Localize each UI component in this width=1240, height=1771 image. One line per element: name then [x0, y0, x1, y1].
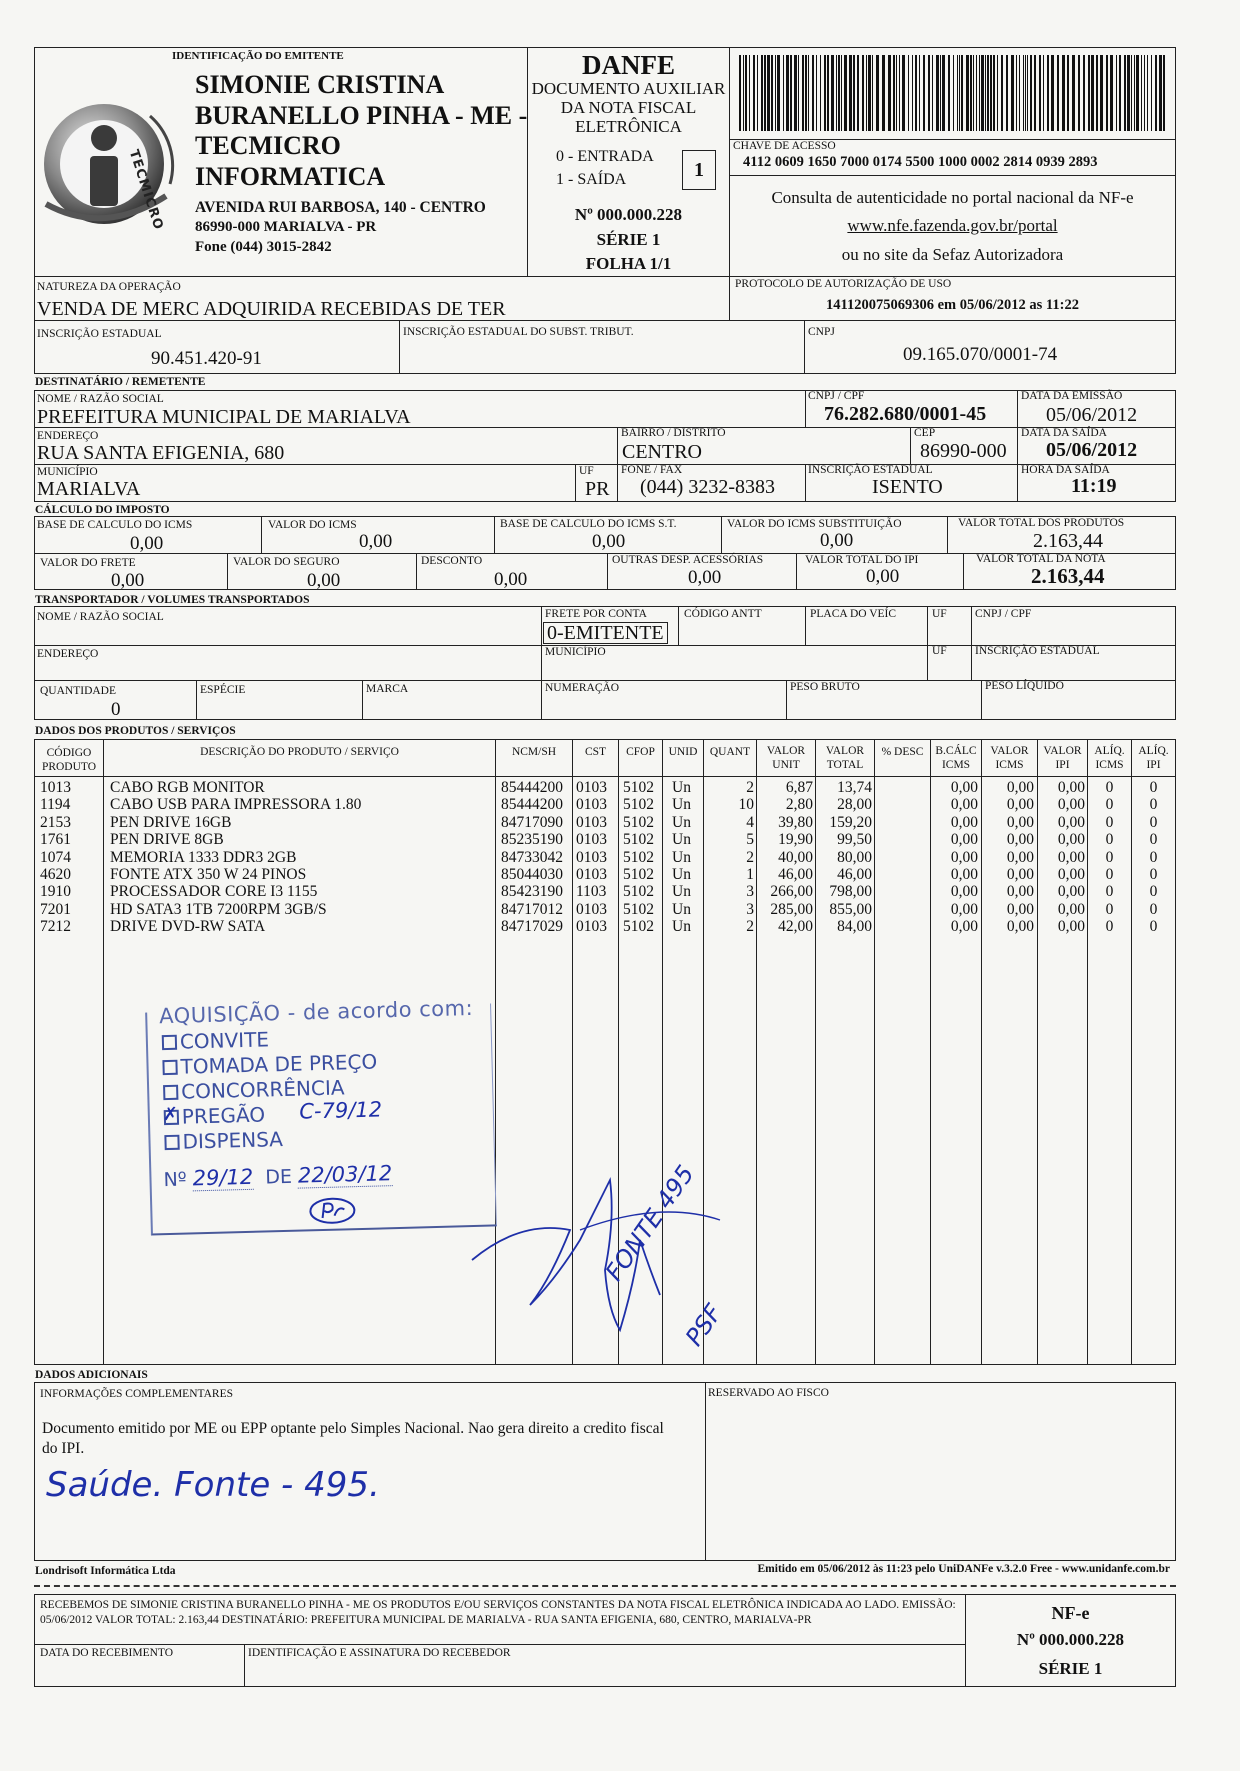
th-bcalc: B.CÁLC ICMS [935, 745, 977, 771]
dest-hora: 11:19 [1071, 475, 1117, 497]
ie-value: 90.451.420-91 [151, 348, 262, 369]
cell-cfop: 5102 [623, 831, 654, 849]
dest-cnpj-label: CNPJ / CPF [808, 390, 865, 402]
transp-placa-label: PLACA DO VEÍC [810, 608, 897, 620]
transp-antt-label: CÓDIGO ANTT [684, 608, 762, 620]
dest-uf: PR [585, 478, 610, 500]
table-row [36, 849, 1176, 866]
stamp-numero-line: Nº 29/12 DE 22/03/12 [163, 1161, 393, 1192]
ie-st-label: INSCRIÇÃO ESTADUAL DO SUBST. TRIBUT. [403, 326, 634, 338]
th-aicms: ALÍQ. ICMS [1094, 745, 1125, 771]
emitente-address: AVENIDA RUI BARBOSA, 140 - CENTRO [195, 199, 486, 216]
base-icms-label: BASE DE CALCULO DO ICMS [37, 519, 193, 531]
cell-aicms: 0 [1105, 831, 1114, 849]
transp-qtd-label: QUANTIDADE [40, 685, 117, 697]
transp-nome-label: NOME / RAZÃO SOCIAL [37, 611, 164, 623]
transp-frete: 0-EMITENTE [543, 622, 668, 644]
th-unid: UNID [668, 746, 698, 758]
cell-aipi: 0 [1149, 813, 1158, 831]
th-vipi: VALOR IPI [1043, 745, 1082, 771]
th-quant: QUANT [709, 746, 751, 758]
cnpj-label: CNPJ [808, 326, 835, 338]
stamp-option-pregao: ✗ PREGÃO C-79/12 [162, 1097, 383, 1129]
cell-vtotal: 84,00 [837, 918, 872, 936]
cell-ncm: 85044030 [501, 866, 563, 883]
cell-vicms: 0,00 [1006, 779, 1034, 796]
transp-peso-liquido-label: PESO LÍQUIDO [985, 680, 1064, 692]
cell-bcalc: 0,00 [950, 918, 978, 936]
cell-cfop: 5102 [623, 848, 654, 866]
transp-numeracao-label: NUMERAÇÃO [545, 682, 620, 694]
seguro: 0,00 [307, 570, 341, 591]
signature-note-1: FONTE 495 [600, 1160, 700, 1287]
cell-vtotal: 80,00 [837, 848, 872, 866]
outras-label: OUTRAS DESP. ACESSÓRIAS [612, 554, 764, 566]
cell-vicms: 0,00 [1006, 848, 1034, 866]
cell-aicms: 0 [1105, 883, 1114, 901]
cell-vunit: 39,80 [778, 813, 813, 831]
checkbox-icon [162, 1035, 177, 1050]
cell-vunit: 46,00 [778, 866, 813, 883]
cell-vipi: 0,00 [1057, 918, 1085, 936]
dest-cep: 86990-000 [920, 440, 1007, 462]
emitente-name-line-1: SIMONIE CRISTINA [195, 70, 445, 99]
dest-hora-label: HORA DA SAÍDA [1021, 464, 1110, 476]
cell-aicms: 0 [1105, 779, 1114, 796]
cell-bcalc: 0,00 [950, 900, 978, 918]
cnpj-value: 09.165.070/0001-74 [903, 344, 1058, 365]
transp-peso-bruto-label: PESO BRUTO [790, 681, 860, 693]
fisco-label: RESERVADO AO FISCO [708, 1387, 829, 1399]
transp-frete-label: FRETE POR CONTA [545, 608, 647, 620]
stamp-option-convite: CONVITE [162, 1027, 270, 1054]
cell-bcalc: 0,00 [950, 883, 978, 901]
cell-ncm: 84733042 [501, 848, 563, 866]
th-desc: % DESC [881, 746, 924, 758]
cell-descricao: PROCESSADOR CORE I3 1155 [110, 883, 318, 901]
dest-saida-label: DATA DA SAÍDA [1021, 427, 1107, 439]
danfe-subtitle-2: DA NOTA FISCAL [560, 98, 697, 117]
ie-label: INSCRIÇÃO ESTADUAL [37, 328, 162, 340]
cell-vipi: 0,00 [1057, 813, 1085, 831]
dest-cnpj: 76.282.680/0001-45 [824, 403, 987, 425]
dest-emissao: 05/06/2012 [1046, 404, 1138, 426]
frete-label: VALOR DO FRETE [40, 557, 136, 569]
cell-aipi: 0 [1149, 918, 1158, 936]
emitente-name [195, 70, 527, 192]
emitente-name-line-3: TECMICRO [195, 131, 341, 160]
canhoto-text: RECEBEMOS DE SIMONIE CRISTINA BURANELLO PINHA - ME OS PRODUTOS E/OU SERVIÇOS CONSTANTES DA NOTA FISCAL ELETRÔNICA INDICADA AO LADO. EMISSÃO: 05/06/2012 VALOR TOTAL: 2.163,44 DESTINATÁRIO: PREFEITURA MUNICIPAL DE MARIALVA - RUA SANTA EFIGENIA, 680, CENTRO, MARIALVA-PR [40, 1599, 956, 1626]
cell-descricao: DRIVE DVD-RW SATA [110, 918, 266, 936]
stamp-rubric-icon [304, 1195, 361, 1226]
cell-cfop: 5102 [623, 918, 654, 936]
stamp-option-concorrencia: CONCORRÊNCIA [163, 1075, 345, 1104]
cell-aicms: 0 [1105, 918, 1114, 936]
emitente-name-line-2: BURANELLO PINHA - ME - [195, 100, 528, 130]
cell-quant: 1 [746, 866, 754, 883]
footer-left: Londrisoft Informática Ltda [35, 1565, 176, 1577]
cell-bcalc: 0,00 [950, 796, 978, 814]
cell-ncm: 84717029 [501, 918, 563, 936]
cell-vunit: 266,00 [770, 883, 813, 901]
dest-fone-label: FONE / FAX [621, 464, 683, 476]
cell-bcalc: 0,00 [950, 831, 978, 849]
cell-vicms: 0,00 [1006, 866, 1034, 883]
cell-cst: 0103 [576, 813, 607, 831]
cell-ncm: 85235190 [501, 831, 563, 849]
cell-unid: Un [672, 918, 691, 936]
th-aipi: ALÍQ. IPI [1138, 745, 1169, 771]
cell-vicms: 0,00 [1006, 813, 1034, 831]
cell-codigo: 2153 [40, 813, 71, 831]
cell-aipi: 0 [1149, 848, 1158, 866]
cell-aicms: 0 [1105, 900, 1114, 918]
cell-quant: 2 [746, 779, 754, 796]
total-prod: 2.163,44 [1033, 530, 1103, 552]
consulta-line-1: Consulta de autenticidade no portal nacional da NF-e [771, 188, 1134, 207]
cell-ncm: 84717012 [501, 900, 563, 918]
protocolo-value: 141120075069306 em 05/06/2012 as 11:22 [826, 297, 1079, 313]
table-row [36, 779, 1176, 796]
cell-codigo: 1194 [40, 796, 71, 814]
danfe-subtitle [529, 79, 728, 136]
transp-uf2-label: UF [932, 645, 947, 657]
transp-qtd: 0 [111, 699, 121, 720]
th-vicms: VALOR ICMS [990, 745, 1029, 771]
dest-ie: ISENTO [872, 476, 943, 498]
handwritten-obs: Saúde. Fonte - 495. [46, 1465, 380, 1505]
cell-aipi: 0 [1149, 866, 1158, 883]
cell-vunit: 6,87 [785, 779, 813, 796]
emitente-name-line-4: INFORMATICA [195, 161, 386, 191]
cell-ncm: 84717090 [501, 813, 563, 831]
cell-vipi: 0,00 [1057, 796, 1085, 814]
cell-aicms: 0 [1105, 796, 1114, 814]
cell-unid: Un [672, 831, 691, 849]
th-codigo: CÓDIGO PRODUTO [41, 747, 97, 773]
cell-descricao: PEN DRIVE 16GB [110, 813, 232, 831]
valor-icms-label: VALOR DO ICMS [268, 519, 357, 531]
stamp-title: AQUISIÇÃO - de acordo com: [158, 995, 474, 1029]
cell-unid: Un [672, 866, 691, 883]
cell-vipi: 0,00 [1057, 883, 1085, 901]
destinatario-section-label: DESTINATÁRIO / REMETENTE [35, 376, 206, 388]
frete: 0,00 [111, 570, 145, 591]
cell-vtotal: 99,50 [837, 831, 872, 849]
cell-cfop: 5102 [623, 779, 654, 796]
cell-vicms: 0,00 [1006, 900, 1034, 918]
cell-vipi: 0,00 [1057, 866, 1085, 883]
cell-vicms: 0,00 [1006, 796, 1034, 814]
valor-icms: 0,00 [359, 531, 393, 552]
danfe-entrada: 0 - ENTRADA [556, 148, 654, 165]
ipi-label: VALOR TOTAL DO IPI [805, 554, 919, 566]
transp-especie-label: ESPÉCIE [200, 684, 246, 696]
acquisition-stamp [145, 995, 497, 1236]
cell-cfop: 5102 [623, 883, 654, 901]
chave-value: 4112 0609 1650 7000 0174 5500 1000 0002 2814 0939 2893 [743, 154, 1098, 170]
canhoto-assinatura-label: IDENTIFICAÇÃO E ASSINATURA DO RECEBEDOR [248, 1647, 511, 1659]
signature-note-2: PSF [680, 1299, 728, 1352]
stamp-data: 22/03/12 [297, 1161, 393, 1188]
consulta-url[interactable]: www.nfe.fazenda.gov.br/portal [847, 216, 1058, 235]
checkbox-icon [162, 1060, 177, 1075]
canhoto-serie: SÉRIE 1 [1038, 1659, 1103, 1678]
cell-codigo: 4620 [40, 866, 71, 883]
info-text: Documento emitido por ME ou EPP optante pelo Simples Nacional. Nao gera direito a credito fiscal do IPI. [42, 1420, 664, 1457]
cell-quant: 2 [746, 848, 754, 866]
base-st-label: BASE DE CALCULO DO ICMS S.T. [500, 518, 677, 530]
cell-descricao: MEMORIA 1333 DDR3 2GB [110, 848, 297, 866]
cell-cfop: 5102 [623, 796, 654, 814]
cell-aipi: 0 [1149, 900, 1158, 918]
cell-aipi: 0 [1149, 831, 1158, 849]
danfe-tipo-box: 1 [682, 150, 716, 190]
emitente-city: 86990-000 MARIALVA - PR [195, 219, 377, 235]
cell-aicms: 0 [1105, 813, 1114, 831]
stamp-option-dispensa: DISPENSA [164, 1127, 283, 1154]
checkbox-icon [164, 1135, 179, 1150]
cell-quant: 10 [738, 796, 754, 814]
stamp-numero: 29/12 [192, 1164, 254, 1191]
dest-uf-label: UF [579, 465, 594, 477]
cell-aicms: 0 [1105, 848, 1114, 866]
cell-unid: Un [672, 779, 691, 796]
th-cfop: CFOP [626, 746, 655, 758]
emitente-section-label: IDENTIFICAÇÃO DO EMITENTE [172, 50, 344, 62]
imposto-section-label: CÁLCULO DO IMPOSTO [35, 504, 170, 516]
cell-bcalc: 0,00 [950, 866, 978, 883]
outras: 0,00 [688, 567, 722, 588]
cell-cst: 0103 [576, 848, 607, 866]
cell-aipi: 0 [1149, 796, 1158, 814]
cell-bcalc: 0,00 [950, 779, 978, 796]
cell-vipi: 0,00 [1057, 900, 1085, 918]
cell-vunit: 2,80 [785, 796, 813, 814]
cell-vtotal: 798,00 [829, 883, 872, 901]
canhoto-nfe: NF-e [1051, 1603, 1090, 1623]
cell-codigo: 1910 [40, 883, 71, 901]
dest-nome-label: NOME / RAZÃO SOCIAL [37, 393, 164, 405]
canhoto-numero: Nº 000.000.228 [1016, 1630, 1125, 1649]
cell-vunit: 42,00 [778, 918, 813, 936]
footer-right: Emitido em 05/06/2012 às 11:23 pelo UniDANFe v.3.2.0 Free - www.unidanfe.com.br [757, 1563, 1170, 1575]
cell-quant: 3 [746, 900, 754, 918]
cell-unid: Un [672, 883, 691, 901]
cell-cst: 0103 [576, 779, 607, 796]
cell-vicms: 0,00 [1006, 918, 1034, 936]
stamp-option-tomada: TOMADA DE PREÇO [162, 1050, 377, 1080]
total-prod-label: VALOR TOTAL DOS PRODUTOS [958, 517, 1125, 529]
barcode [739, 55, 1167, 131]
seguro-label: VALOR DO SEGURO [233, 556, 340, 568]
logo-text: TECMICRO [125, 148, 166, 233]
checkbox-icon [163, 1085, 178, 1100]
dest-municipio: MARIALVA [37, 478, 141, 500]
dest-bairro: CENTRO [622, 441, 702, 463]
cell-ncm: 85423190 [501, 883, 563, 901]
th-vtotal: VALOR TOTAL [825, 745, 865, 771]
cell-vipi: 0,00 [1057, 779, 1085, 796]
table-row [36, 866, 1176, 883]
fisco-box [705, 1382, 1176, 1561]
cell-codigo: 7212 [40, 918, 71, 936]
cell-bcalc: 0,00 [950, 848, 978, 866]
desconto: 0,00 [494, 569, 528, 590]
cell-vicms: 0,00 [1006, 831, 1034, 849]
danfe-numero: Nº 000.000.228 [574, 205, 683, 224]
table-row [36, 831, 1176, 848]
danfe-subtitle-3: ELETRÔNICA [575, 117, 682, 136]
cell-aipi: 0 [1149, 883, 1158, 901]
cell-unid: Un [672, 813, 691, 831]
cell-bcalc: 0,00 [950, 813, 978, 831]
ipi: 0,00 [866, 566, 900, 587]
info-label: INFORMAÇÕES COMPLEMENTARES [40, 1388, 234, 1400]
cell-cst: 0103 [576, 900, 607, 918]
cell-unid: Un [672, 900, 691, 918]
cell-vtotal: 159,20 [829, 813, 872, 831]
cell-unid: Un [672, 796, 691, 814]
cut-line [34, 1585, 1176, 1587]
base-icms: 0,00 [130, 533, 164, 554]
cell-ncm: 85444200 [501, 779, 563, 796]
natureza-value: VENDA DE MERC ADQUIRIDA RECEBIDAS DE TER [37, 298, 506, 320]
chave-label: CHAVE DE ACESSO [733, 140, 836, 152]
cell-vicms: 0,00 [1006, 883, 1034, 901]
cell-aipi: 0 [1149, 779, 1158, 796]
danfe-subtitle-1: DOCUMENTO AUXILIAR [531, 79, 726, 98]
transportador-section-label: TRANSPORTADOR / VOLUMES TRANSPORTADOS [35, 594, 310, 606]
table-row [36, 918, 1176, 935]
table-row [36, 814, 1176, 831]
th-vunit: VALOR UNIT [766, 745, 806, 771]
transp-municipio-label: MUNICÍPIO [545, 646, 606, 658]
dest-endereco-label: ENDEREÇO [37, 430, 99, 442]
dest-cep-label: CEP [914, 427, 936, 439]
desconto-label: DESCONTO [421, 555, 483, 567]
dest-nome: PREFEITURA MUNICIPAL DE MARIALVA [37, 406, 411, 428]
cell-descricao: PEN DRIVE 8GB [110, 831, 224, 849]
danfe-serie: SÉRIE 1 [596, 230, 661, 249]
cell-vunit: 285,00 [770, 900, 813, 918]
dest-endereco: RUA SANTA EFIGENIA, 680 [37, 442, 285, 464]
cell-aicms: 0 [1105, 866, 1114, 883]
cell-vtotal: 855,00 [829, 900, 872, 918]
dest-saida: 05/06/2012 [1046, 439, 1138, 461]
cell-unid: Un [672, 848, 691, 866]
cell-cst: 0103 [576, 796, 607, 814]
th-descricao: DESCRIÇÃO DO PRODUTO / SERVIÇO [200, 746, 399, 758]
cell-codigo: 1013 [40, 779, 71, 796]
transp-endereco-label: ENDEREÇO [37, 648, 99, 660]
cell-cst: 0103 [576, 866, 607, 883]
dest-bairro-label: BAIRRO / DISTRITO [621, 427, 726, 439]
cell-descricao: CABO RGB MONITOR [110, 779, 265, 796]
transp-uf-label: UF [932, 608, 947, 620]
consulta-line-3: ou no site da Sefaz Autorizadora [841, 245, 1064, 264]
natureza-label: NATUREZA DA OPERAÇÃO [37, 281, 181, 293]
dest-municipio-label: MUNICÍPIO [37, 466, 98, 478]
cell-codigo: 1074 [40, 848, 71, 866]
table-row [36, 901, 1176, 918]
cell-descricao: HD SATA3 1TB 7200RPM 3GB/S [110, 900, 327, 918]
cell-descricao: FONTE ATX 350 W 24 PINOS [110, 866, 307, 883]
cell-codigo: 7201 [40, 900, 71, 918]
valor-st-label: VALOR DO ICMS SUBSTITUIÇÃO [727, 518, 902, 530]
danfe-folha: FOLHA 1/1 [585, 254, 672, 273]
th-cst: CST [584, 746, 607, 758]
cell-cst: 0103 [576, 831, 607, 849]
adicionais-section-label: DADOS ADICIONAIS [35, 1369, 148, 1381]
cell-vipi: 0,00 [1057, 848, 1085, 866]
danfe-title: DANFE [582, 50, 675, 80]
dest-fone: (044) 3232-8383 [640, 476, 775, 498]
emitente-phone: Fone (044) 3015-2842 [195, 239, 332, 255]
dest-ie-label: INSCRIÇÃO ESTADUAL [808, 464, 933, 476]
cell-vunit: 40,00 [778, 848, 813, 866]
cell-ncm: 85444200 [501, 796, 563, 814]
cell-cst: 0103 [576, 918, 607, 936]
total-nota: 2.163,44 [1031, 564, 1105, 588]
cell-cfop: 5102 [623, 900, 654, 918]
cell-cfop: 5102 [623, 866, 654, 883]
canhoto-data-label: DATA DO RECEBIMENTO [40, 1647, 174, 1659]
cell-descricao: CABO USB PARA IMPRESSORA 1.80 [110, 796, 362, 814]
protocolo-label: PROTOCOLO DE AUTORIZAÇÃO DE USO [735, 278, 952, 290]
cell-cst: 1103 [576, 883, 607, 901]
stamp-pregao-note: C-79/12 [299, 1097, 383, 1124]
checkbox-checked-icon: ✗ [162, 1103, 179, 1126]
total-nota-label: VALOR TOTAL DA NOTA [976, 553, 1106, 565]
cell-vunit: 19,90 [778, 831, 813, 849]
cell-vtotal: 46,00 [837, 866, 872, 883]
dest-emissao-label: DATA DA EMISSÃO [1021, 390, 1123, 402]
th-ncm: NCM/SH [511, 746, 557, 758]
transp-ie-label: INSCRIÇÃO ESTADUAL [975, 645, 1100, 657]
company-logo [38, 86, 188, 236]
cell-quant: 5 [746, 831, 754, 849]
table-row [36, 883, 1176, 900]
cell-vipi: 0,00 [1057, 831, 1085, 849]
cell-quant: 2 [746, 918, 754, 936]
danfe-saida: 1 - SAÍDA [556, 171, 627, 188]
cell-cfop: 5102 [623, 813, 654, 831]
transp-marca-label: MARCA [366, 683, 409, 695]
cell-quant: 3 [746, 883, 754, 901]
transp-cnpj-label: CNPJ / CPF [975, 608, 1032, 620]
base-st: 0,00 [592, 531, 626, 552]
cell-vtotal: 28,00 [837, 796, 872, 814]
produtos-section-label: DADOS DOS PRODUTOS / SERVIÇOS [35, 725, 236, 737]
table-row [36, 796, 1176, 813]
cell-codigo: 1761 [40, 831, 71, 849]
cell-vtotal: 13,74 [837, 779, 872, 796]
cell-quant: 4 [746, 813, 754, 831]
valor-st: 0,00 [820, 530, 854, 551]
